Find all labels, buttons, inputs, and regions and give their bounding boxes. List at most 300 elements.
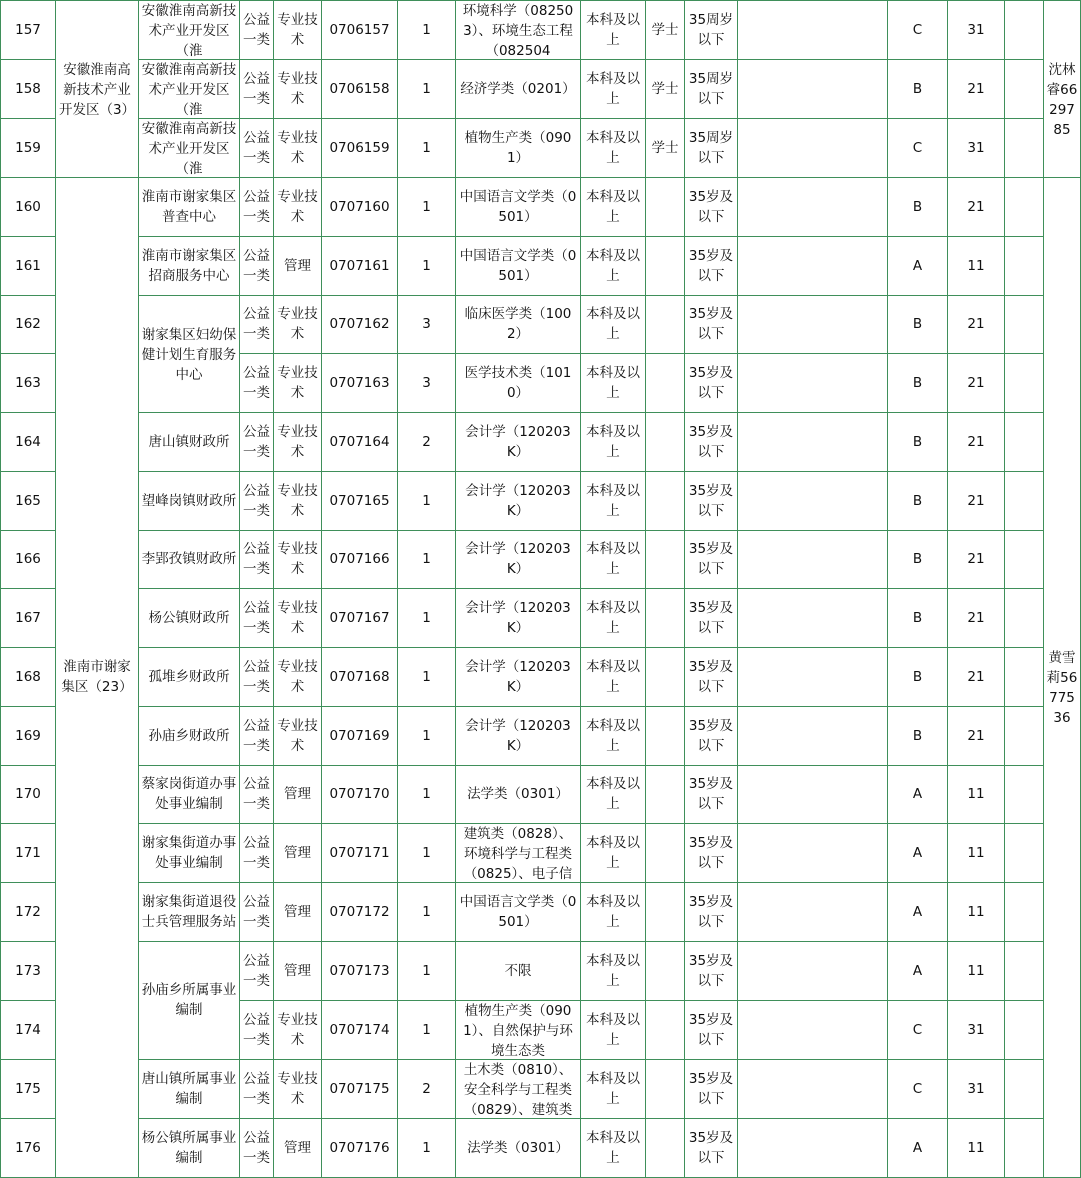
category-cell	[240, 413, 274, 472]
table-row	[1, 706, 1081, 765]
headcount-cell	[398, 706, 456, 765]
post-code-cell	[322, 471, 398, 530]
post-code-cell	[322, 1, 398, 60]
age-cell	[685, 648, 738, 707]
age-cell-text: 35岁及以下	[688, 952, 734, 989]
table-row	[1, 178, 1081, 237]
remark-cell	[1005, 824, 1044, 883]
table-row	[1, 765, 1081, 824]
headcount-cell	[398, 824, 456, 883]
age-cell	[685, 883, 738, 942]
remark-cell	[1005, 942, 1044, 1001]
row-number-cell-text: 168	[15, 668, 41, 685]
age-cell-text: 35周岁以下	[688, 71, 734, 107]
post-type-cell	[274, 765, 322, 824]
age-cell-text: 35岁及以下	[688, 423, 734, 460]
category-cell-text: 公益一类	[243, 1129, 270, 1166]
exam-category-cell-text: A	[912, 257, 923, 274]
post-code-cell	[322, 1059, 398, 1118]
exam-code-cell-text: 31	[967, 1021, 985, 1038]
headcount-cell	[398, 765, 456, 824]
category-cell-text: 公益一类	[243, 541, 270, 578]
post-code-cell-text: 0707171	[329, 845, 390, 862]
row-number-cell	[1, 295, 56, 354]
age-cell-text: 35岁及以下	[688, 658, 734, 695]
post-code-cell-text: 0707174	[329, 1021, 390, 1038]
exam-code-cell-text: 21	[967, 492, 985, 509]
exam-category-cell-text: B	[912, 375, 923, 392]
exam-category-cell-text: B	[912, 433, 923, 450]
major-cell	[456, 413, 581, 472]
post-type-cell-text: 管理	[284, 1139, 311, 1156]
age-cell-text: 35岁及以下	[688, 1129, 734, 1166]
headcount-cell	[398, 1118, 456, 1177]
post-code-cell-text: 0707161	[329, 257, 390, 274]
category-cell-text: 公益一类	[243, 12, 270, 48]
category-cell	[240, 765, 274, 824]
exam-code-cell-text: 21	[967, 198, 985, 215]
education-cell	[581, 236, 646, 295]
major-cell	[456, 119, 581, 178]
education-cell-text: 本科及以上	[586, 1011, 640, 1048]
post-code-cell	[322, 883, 398, 942]
post-type-cell-text: 管理	[284, 845, 311, 862]
exam-code-cell-text: 11	[967, 257, 985, 274]
exam-code-cell-text: 21	[967, 81, 985, 97]
degree-cell	[646, 60, 685, 119]
headcount-cell	[398, 1059, 456, 1118]
major-cell	[456, 354, 581, 413]
table-row	[1, 530, 1081, 589]
other-requirements-cell	[738, 413, 888, 472]
age-cell-text: 35周岁以下	[688, 130, 734, 166]
headcount-cell	[398, 354, 456, 413]
post-code-cell	[322, 706, 398, 765]
category-cell	[240, 295, 274, 354]
headcount-cell	[398, 178, 456, 237]
exam-code-cell	[948, 354, 1005, 413]
degree-cell-text: 学士	[651, 140, 679, 156]
degree-cell	[646, 648, 685, 707]
unit-cell-text: 杨公镇所属事业编制	[141, 1129, 237, 1166]
contact-cell-text: 沈林睿6629785	[1046, 62, 1078, 138]
table-row	[1, 589, 1081, 648]
contact-cell-text: 黄雪莉5677536	[1046, 650, 1078, 727]
exam-code-cell	[948, 1059, 1005, 1118]
major-cell-text: 会计学（120203K）	[465, 717, 571, 754]
exam-code-cell-text: 21	[967, 375, 985, 392]
department-cell	[56, 178, 139, 1178]
department-cell-text: 淮南市谢家集区（23）	[61, 659, 133, 696]
exam-code-cell-text: 21	[967, 727, 985, 744]
post-type-cell	[274, 60, 322, 119]
education-cell	[581, 60, 646, 119]
education-cell	[581, 706, 646, 765]
education-cell	[581, 1, 646, 60]
degree-cell	[646, 236, 685, 295]
other-requirements-cell	[738, 1059, 888, 1118]
post-code-cell	[322, 824, 398, 883]
exam-category-cell	[888, 236, 948, 295]
unit-cell	[139, 765, 240, 824]
exam-code-cell-text: 11	[967, 845, 985, 862]
exam-code-cell	[948, 236, 1005, 295]
major-cell	[456, 1, 581, 60]
post-code-cell-text: 0706159	[329, 140, 390, 156]
row-number-cell-text: 163	[15, 375, 41, 392]
degree-cell	[646, 354, 685, 413]
exam-category-cell	[888, 589, 948, 648]
education-cell	[581, 354, 646, 413]
post-type-cell	[274, 648, 322, 707]
category-cell	[240, 824, 274, 883]
age-cell-text: 35岁及以下	[688, 306, 734, 343]
category-cell	[240, 883, 274, 942]
post-code-cell-text: 0706158	[329, 81, 390, 97]
unit-cell	[139, 119, 240, 178]
education-cell	[581, 1059, 646, 1118]
major-cell-text: 环境科学（082503）、环境生态工程（082504	[462, 3, 574, 59]
row-number-cell	[1, 706, 56, 765]
remark-cell	[1005, 236, 1044, 295]
remark-cell	[1005, 471, 1044, 530]
post-code-cell	[322, 178, 398, 237]
headcount-cell-text: 1	[422, 81, 431, 97]
exam-category-cell	[888, 706, 948, 765]
post-code-cell-text: 0707163	[329, 375, 390, 392]
post-code-cell-text: 0706157	[329, 22, 390, 38]
major-cell	[456, 883, 581, 942]
post-code-cell-text: 0707166	[329, 551, 390, 568]
major-cell-text: 法学类（0301）	[467, 786, 569, 803]
row-number-cell	[1, 178, 56, 237]
headcount-cell-text: 3	[422, 316, 431, 333]
post-code-cell-text: 0707165	[329, 492, 390, 509]
row-number-cell-text: 172	[15, 904, 41, 921]
exam-category-cell	[888, 471, 948, 530]
category-cell-text: 公益一类	[243, 130, 270, 166]
category-cell	[240, 1, 274, 60]
unit-cell	[139, 824, 240, 883]
remark-cell	[1005, 119, 1044, 178]
category-cell	[240, 60, 274, 119]
remark-cell	[1005, 178, 1044, 237]
major-cell-text: 中国语言文学类（0501）	[459, 894, 577, 931]
major-cell	[456, 765, 581, 824]
post-type-cell	[274, 119, 322, 178]
headcount-cell-text: 1	[422, 140, 431, 156]
other-requirements-cell	[738, 589, 888, 648]
category-cell-text: 公益一类	[243, 952, 270, 989]
unit-cell-text: 唐山镇财政所	[148, 433, 230, 450]
degree-cell	[646, 413, 685, 472]
unit-cell	[139, 295, 240, 413]
row-number-cell	[1, 413, 56, 472]
post-code-cell-text: 0707176	[329, 1139, 390, 1156]
major-cell-text: 植物生产类（0901）、自然保护与环境生态类	[463, 1002, 573, 1059]
education-cell-text: 本科及以上	[586, 1129, 640, 1166]
education-cell-text: 本科及以上	[586, 365, 640, 402]
post-type-cell-text: 专业技术	[277, 130, 318, 166]
major-cell-text: 临床医学类（1002）	[464, 306, 572, 343]
major-cell-text: 会计学（120203K）	[465, 423, 571, 460]
exam-category-cell-text: C	[912, 1021, 923, 1038]
other-requirements-cell	[738, 883, 888, 942]
age-cell	[685, 236, 738, 295]
post-code-cell-text: 0707175	[329, 1080, 390, 1097]
degree-cell	[646, 119, 685, 178]
unit-cell	[139, 530, 240, 589]
exam-category-cell-text: B	[912, 551, 923, 568]
row-number-cell	[1, 530, 56, 589]
age-cell	[685, 942, 738, 1001]
exam-category-cell	[888, 1000, 948, 1059]
degree-cell	[646, 589, 685, 648]
exam-category-cell-text: B	[912, 316, 923, 333]
education-cell-text: 本科及以上	[586, 306, 640, 343]
row-number-cell	[1, 765, 56, 824]
row-number-cell-text: 175	[15, 1080, 41, 1097]
headcount-cell	[398, 236, 456, 295]
exam-category-cell-text: B	[912, 198, 923, 215]
major-cell-text: 会计学（120203K）	[465, 600, 571, 637]
remark-cell	[1005, 706, 1044, 765]
exam-code-cell-text: 11	[967, 904, 985, 921]
age-cell-text: 35岁及以下	[688, 776, 734, 813]
unit-cell-text: 望峰岗镇财政所	[141, 492, 237, 509]
degree-cell	[646, 1059, 685, 1118]
remark-cell	[1005, 648, 1044, 707]
age-cell	[685, 178, 738, 237]
department-cell	[56, 1, 139, 178]
education-cell-text: 本科及以上	[586, 717, 640, 754]
education-cell-text: 本科及以上	[586, 482, 640, 519]
unit-cell	[139, 706, 240, 765]
exam-code-cell-text: 21	[967, 433, 985, 450]
education-cell-text: 本科及以上	[586, 835, 640, 872]
education-cell	[581, 648, 646, 707]
exam-category-cell-text: C	[912, 140, 923, 156]
exam-code-cell	[948, 295, 1005, 354]
row-number-cell-text: 174	[15, 1021, 41, 1038]
exam-code-cell	[948, 648, 1005, 707]
post-type-cell-text: 专业技术	[277, 188, 318, 225]
post-type-cell-text: 管理	[284, 904, 311, 921]
exam-category-cell	[888, 1, 948, 60]
education-cell-text: 本科及以上	[586, 423, 640, 460]
post-type-cell	[274, 236, 322, 295]
age-cell	[685, 354, 738, 413]
major-cell	[456, 824, 581, 883]
education-cell-text: 本科及以上	[586, 600, 640, 637]
exam-category-cell	[888, 178, 948, 237]
unit-cell	[139, 648, 240, 707]
education-cell-text: 本科及以上	[586, 71, 640, 107]
education-cell	[581, 883, 646, 942]
headcount-cell-text: 1	[422, 904, 431, 921]
row-number-cell	[1, 942, 56, 1001]
degree-cell	[646, 942, 685, 1001]
category-cell-text: 公益一类	[243, 717, 270, 754]
row-number-cell	[1, 1118, 56, 1177]
unit-cell-text: 孤堆乡财政所	[148, 668, 230, 685]
exam-category-cell-text: B	[912, 668, 923, 685]
major-cell-text: 法学类（0301）	[467, 1139, 569, 1156]
unit-cell	[139, 1118, 240, 1177]
category-cell	[240, 589, 274, 648]
age-cell	[685, 1118, 738, 1177]
unit-cell	[139, 883, 240, 942]
other-requirements-cell	[738, 942, 888, 1001]
headcount-cell-text: 1	[422, 668, 431, 685]
exam-category-cell-text: B	[912, 727, 923, 744]
education-cell-text: 本科及以上	[586, 776, 640, 813]
unit-cell-text: 谢家集街道退役士兵管理服务站	[141, 894, 237, 931]
post-code-cell-text: 0707173	[329, 962, 390, 979]
age-cell-text: 35岁及以下	[688, 1011, 734, 1048]
major-cell-text: 土木类（0810）、安全科学与工程类（0829）、建筑类	[463, 1061, 573, 1118]
post-code-cell	[322, 530, 398, 589]
exam-category-cell	[888, 824, 948, 883]
major-cell-text: 会计学（120203K）	[465, 658, 571, 695]
unit-cell-text: 淮南市谢家集区普查中心	[141, 188, 237, 225]
category-cell-text: 公益一类	[243, 482, 270, 519]
row-number-cell-text: 164	[15, 433, 41, 450]
age-cell	[685, 1, 738, 60]
major-cell-text: 经济学类（0201）	[460, 81, 576, 97]
major-cell	[456, 648, 581, 707]
major-cell-text: 植物生产类（0901）	[464, 130, 572, 166]
category-cell-text: 公益一类	[243, 71, 270, 107]
post-type-cell	[274, 706, 322, 765]
unit-cell-text: 孙庙乡所属事业编制	[141, 982, 237, 1019]
major-cell	[456, 60, 581, 119]
category-cell-text: 公益一类	[243, 1070, 270, 1107]
age-cell	[685, 824, 738, 883]
row-number-cell-text: 158	[15, 81, 41, 97]
major-cell	[456, 530, 581, 589]
unit-cell-text: 谢家集区妇幼保健计划生育服务中心	[141, 326, 237, 383]
headcount-cell-text: 1	[422, 257, 431, 274]
post-code-cell	[322, 942, 398, 1001]
major-cell-text: 会计学（120203K）	[465, 541, 571, 578]
age-cell-text: 35岁及以下	[688, 717, 734, 754]
exam-code-cell	[948, 60, 1005, 119]
major-cell-text: 建筑类（0828）、环境科学与工程类（0825）、电子信	[463, 826, 573, 883]
education-cell-text: 本科及以上	[586, 12, 640, 48]
row-number-cell	[1, 471, 56, 530]
headcount-cell	[398, 942, 456, 1001]
post-code-cell	[322, 1118, 398, 1177]
exam-code-cell-text: 21	[967, 316, 985, 333]
degree-cell-text: 学士	[651, 81, 679, 97]
headcount-cell-text: 1	[422, 22, 431, 38]
post-code-cell	[322, 354, 398, 413]
post-type-cell	[274, 824, 322, 883]
exam-category-cell	[888, 883, 948, 942]
category-cell	[240, 236, 274, 295]
major-cell	[456, 706, 581, 765]
unit-cell	[139, 942, 240, 1060]
post-type-cell	[274, 354, 322, 413]
unit-cell-text: 淮南市谢家集区招商服务中心	[141, 247, 237, 284]
post-type-cell	[274, 883, 322, 942]
headcount-cell-text: 1	[422, 551, 431, 568]
major-cell	[456, 178, 581, 237]
education-cell-text: 本科及以上	[586, 1070, 640, 1107]
exam-code-cell-text: 31	[967, 140, 985, 156]
headcount-cell	[398, 60, 456, 119]
major-cell	[456, 295, 581, 354]
exam-category-cell	[888, 119, 948, 178]
exam-code-cell	[948, 178, 1005, 237]
headcount-cell-text: 1	[422, 845, 431, 862]
post-type-cell	[274, 295, 322, 354]
post-type-cell-text: 专业技术	[277, 482, 318, 519]
remark-cell	[1005, 530, 1044, 589]
major-cell-text: 会计学（120203K）	[465, 482, 571, 519]
age-cell-text: 35岁及以下	[688, 1070, 734, 1107]
major-cell	[456, 1118, 581, 1177]
exam-code-cell	[948, 942, 1005, 1001]
education-cell-text: 本科及以上	[586, 247, 640, 284]
education-cell	[581, 824, 646, 883]
category-cell	[240, 354, 274, 413]
row-number-cell-text: 173	[15, 962, 41, 979]
category-cell	[240, 1059, 274, 1118]
degree-cell	[646, 295, 685, 354]
unit-cell-text: 杨公镇财政所	[148, 610, 230, 627]
row-number-cell-text: 159	[15, 140, 41, 156]
row-number-cell	[1, 1, 56, 60]
other-requirements-cell	[738, 765, 888, 824]
age-cell-text: 35岁及以下	[688, 188, 734, 225]
remark-cell	[1005, 295, 1044, 354]
post-code-cell-text: 0707170	[329, 786, 390, 803]
headcount-cell	[398, 1, 456, 60]
unit-cell	[139, 471, 240, 530]
exam-category-cell-text: A	[912, 904, 923, 921]
exam-code-cell	[948, 824, 1005, 883]
other-requirements-cell	[738, 648, 888, 707]
category-cell-text: 公益一类	[243, 776, 270, 813]
age-cell	[685, 765, 738, 824]
post-type-cell-text: 专业技术	[277, 365, 318, 402]
headcount-cell-text: 1	[422, 727, 431, 744]
remark-cell	[1005, 1118, 1044, 1177]
post-code-cell	[322, 236, 398, 295]
exam-category-cell	[888, 1118, 948, 1177]
post-code-cell	[322, 60, 398, 119]
category-cell	[240, 1118, 274, 1177]
contact-cell	[1044, 1, 1081, 178]
post-type-cell-text: 管理	[284, 257, 311, 274]
exam-category-cell-text: C	[912, 22, 923, 38]
post-type-cell-text: 专业技术	[277, 1011, 318, 1048]
age-cell	[685, 60, 738, 119]
post-type-cell	[274, 178, 322, 237]
exam-code-cell	[948, 589, 1005, 648]
post-code-cell-text: 0707169	[329, 727, 390, 744]
other-requirements-cell	[738, 706, 888, 765]
post-type-cell-text: 专业技术	[277, 600, 318, 637]
post-code-cell	[322, 1000, 398, 1059]
row-number-cell-text: 161	[15, 257, 41, 274]
table-row	[1, 413, 1081, 472]
major-cell	[456, 236, 581, 295]
post-type-cell	[274, 942, 322, 1001]
remark-cell	[1005, 354, 1044, 413]
